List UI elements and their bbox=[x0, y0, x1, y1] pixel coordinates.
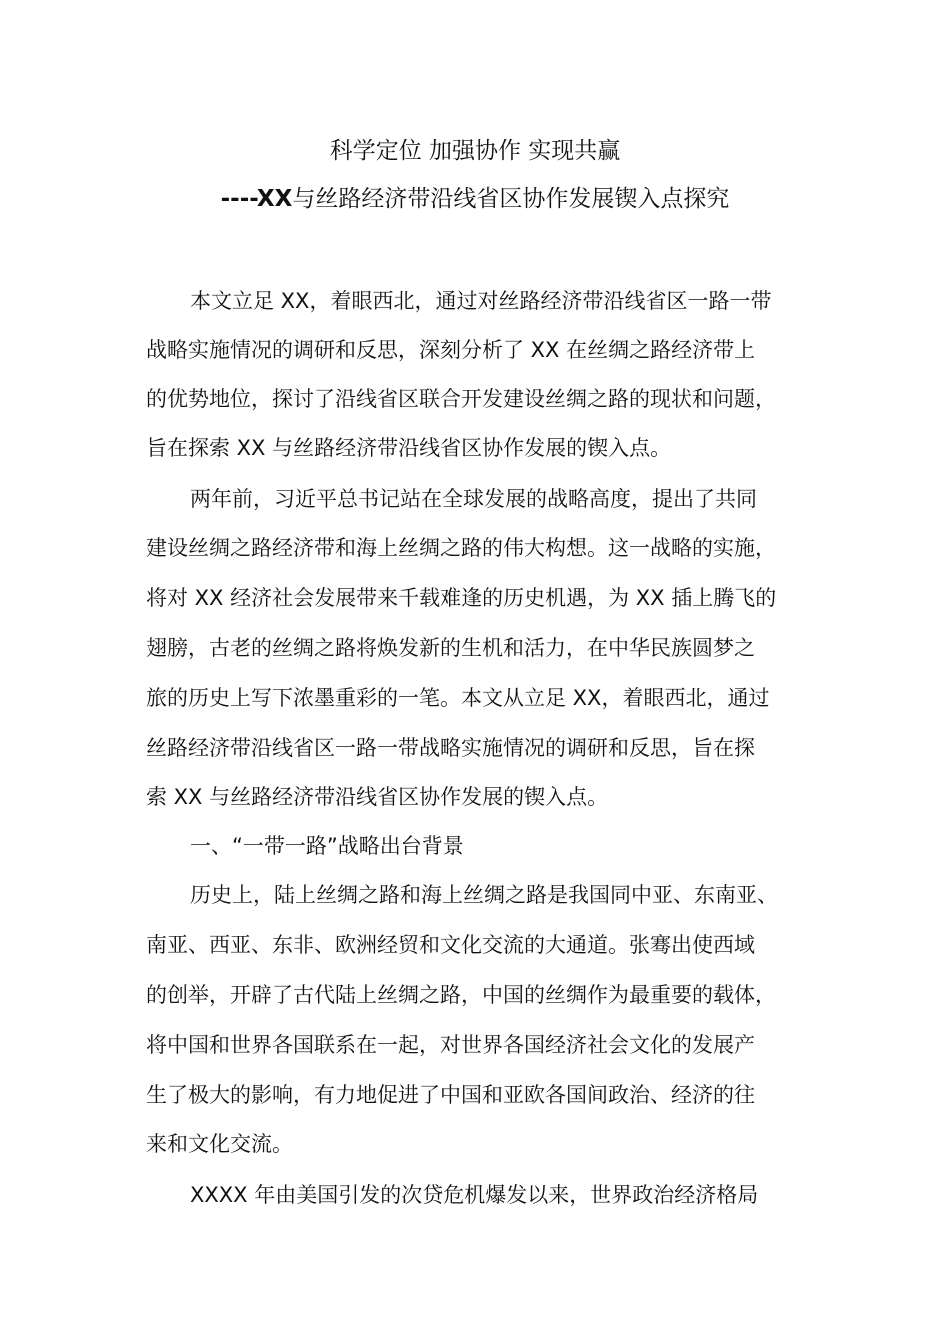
document-subtitle bbox=[0, 184, 950, 214]
paragraph-line: 历史上，陆上丝绸之路和海上丝绸之路是我国同中亚、东南亚、 bbox=[190, 883, 778, 907]
paragraph-line: 战略实施情况的调研和反思，深刻分析了 XX 在丝绸之路经济带上 bbox=[146, 338, 756, 362]
paragraph-line: 的优势地位，探讨了沿线省区联合开发建设丝绸之路的现状和问题， bbox=[146, 387, 776, 411]
document-title: 科学定位 加强协作 实现共赢 bbox=[329, 138, 621, 164]
paragraph-line: 的创举，开辟了古代陆上丝绸之路，中国的丝绸作为最重要的载体， bbox=[146, 983, 776, 1007]
paragraph-line: 旨在探索 XX 与丝路经济带沿线省区协作发展的锲入点。 bbox=[146, 436, 672, 460]
paragraph-line: 翅膀，古老的丝绸之路将焕发新的生机和活力，在中华民族圆梦之 bbox=[146, 636, 755, 660]
paragraph-line: 丝路经济带沿线省区一路一带战略实施情况的调研和反思，旨在探 bbox=[146, 736, 755, 760]
paragraph-line: 旅的历史上写下浓墨重彩的一笔。本文从立足 XX，着眼西北，通过 bbox=[146, 686, 770, 710]
paragraph-line: 将中国和世界各国联系在一起，对世界各国经济社会文化的发展产 bbox=[146, 1033, 755, 1057]
paragraph-line: 索 XX 与丝路经济带沿线省区协作发展的锲入点。 bbox=[146, 785, 609, 809]
paragraph-line: 生了极大的影响，有力地促进了中国和亚欧各国间政治、经济的往 bbox=[146, 1083, 755, 1107]
paragraph-line: 建设丝绸之路经济带和海上丝绸之路的伟大构想。这一战略的实施， bbox=[146, 536, 776, 560]
subtitle-text: 与丝路经济带沿线省区协作发展锲入点探究 bbox=[292, 186, 730, 212]
paragraph-line: 将对 XX 经济社会发展带来千载难逢的历史机遇，为 XX 插上腾飞的 bbox=[146, 586, 777, 610]
paragraph-line: 两年前，习近平总书记站在全球发展的战略高度，提出了共同 bbox=[190, 487, 757, 511]
subtitle-prefix: ----XX bbox=[220, 186, 293, 212]
paragraph-line: 来和文化交流。 bbox=[146, 1132, 293, 1156]
paragraph-line: 南亚、西亚、东非、欧洲经贸和文化交流的大通道。张骞出使西域 bbox=[146, 933, 755, 957]
paragraph-line: XXXX 年由美国引发的次贷危机爆发以来，世界政治经济格局 bbox=[190, 1183, 759, 1207]
section-heading: 一、“一带一路”战略出台背景 bbox=[190, 834, 464, 858]
paragraph-line: 本文立足 XX，着眼西北，通过对丝路经济带沿线省区一路一带 bbox=[190, 289, 772, 313]
